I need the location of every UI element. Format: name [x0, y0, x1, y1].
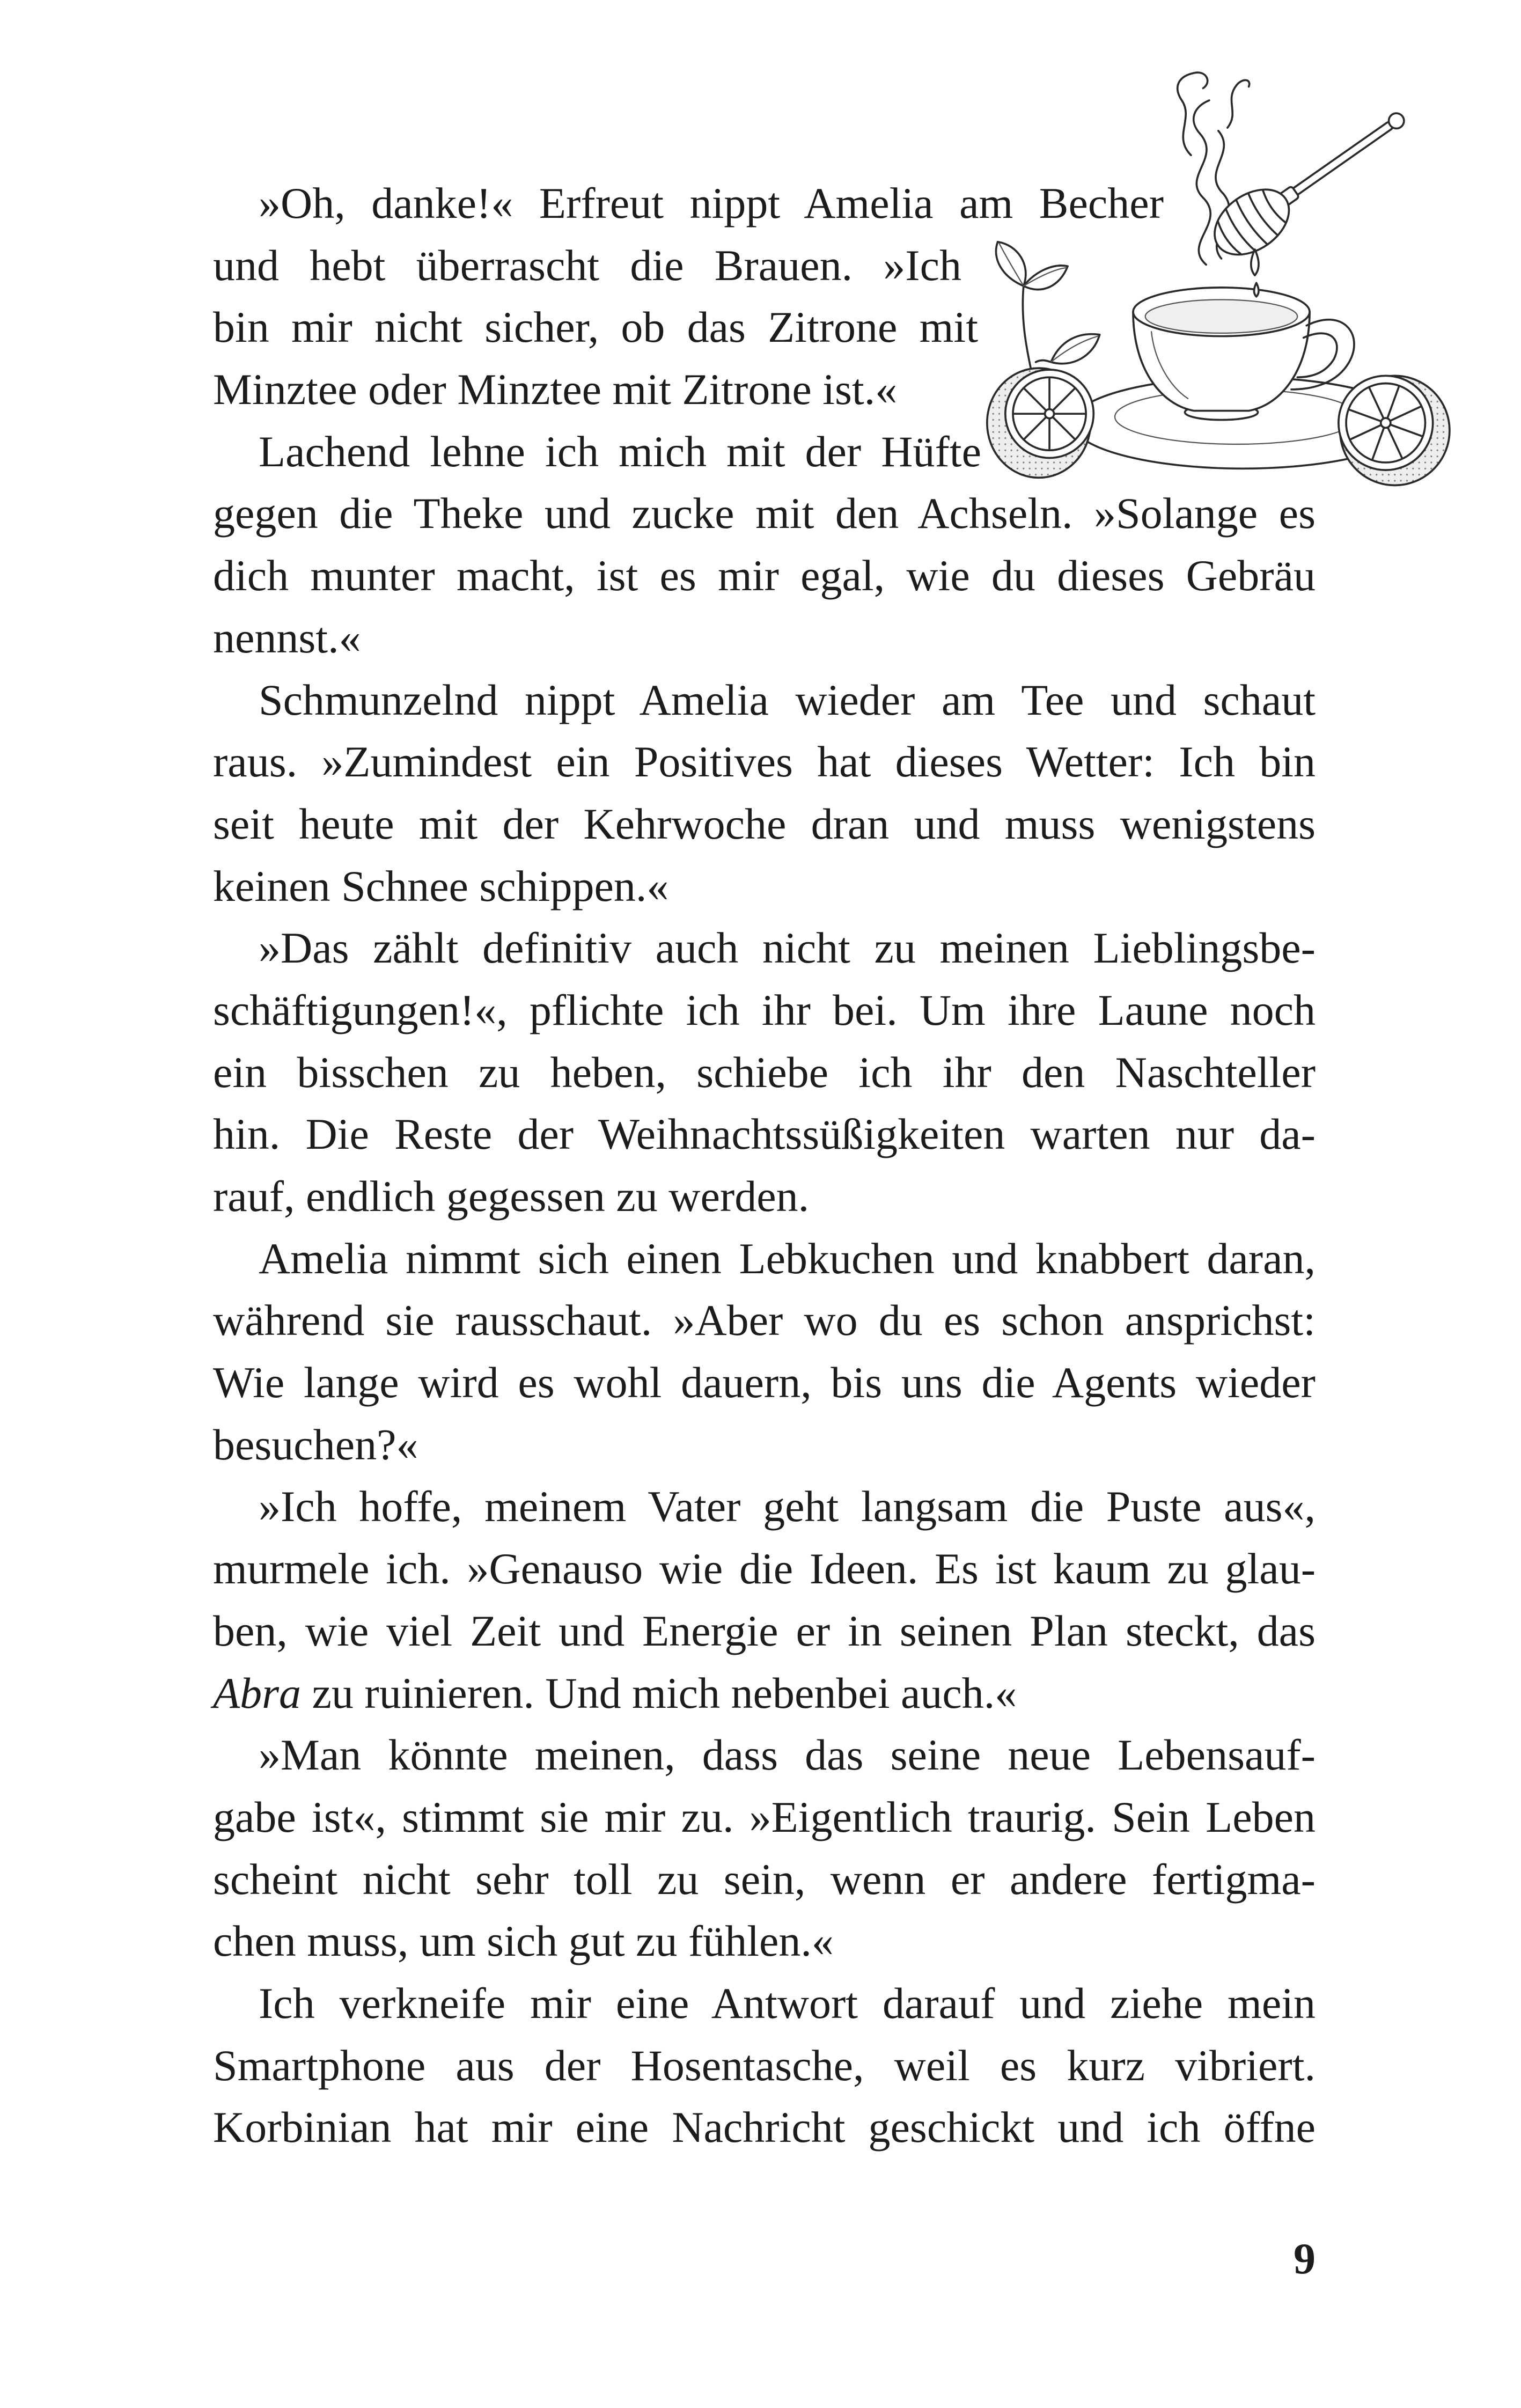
text-line: Smartphone aus der Hosentasche, weil es kurz vibriert.: [213, 2040, 1316, 2090]
text-line: murmele ich. »Genauso wie die Ideen. Es ist kaum zu glau-: [213, 1544, 1316, 1594]
text-line: »Das zählt definitiv auch nicht zu meinen Lieblingsbe-: [259, 923, 1316, 973]
text-line: Ich verkneife mir eine Antwort darauf und ziehe mein: [259, 1978, 1316, 2028]
text-line: keinen Schnee schippen.«: [213, 861, 669, 911]
text-line: während sie rausschaut. »Aber wo du es schon ansprichst:: [213, 1296, 1316, 1345]
paragraph: [213, 669, 1316, 917]
text-line: und hebt überrascht die Brauen. »Ich: [213, 240, 961, 290]
text-line: »Oh, danke!« Erfreut nippt Amelia am Becher: [259, 179, 1164, 227]
text-line: chen muss, um sich gut zu fühlen.«: [213, 1917, 834, 1966]
text-line: gabe ist«, stimmt sie mir zu. »Eigentlich traurig. Sein Leben: [213, 1792, 1316, 1841]
paragraph: [213, 1972, 1316, 2159]
paragraph: [213, 1724, 1316, 1972]
text-line-rest: zu ruinieren. Und mich nebenbei auch.«: [301, 1668, 1017, 1717]
text-line: »Man könnte meinen, dass das seine neue Lebensauf-: [259, 1730, 1316, 1780]
text-line: [213, 1662, 1316, 1724]
text-line: hin. Die Reste der Weihnachtssüßigkeiten warten nur da-: [213, 1110, 1316, 1159]
text-line: Amelia nimmt sich einen Lebkuchen und knabbert daran,: [259, 1234, 1316, 1283]
paragraph: [213, 421, 1316, 669]
text-line: raus. »Zumindest ein Positives hat dieses Wetter: Ich bin: [213, 737, 1316, 787]
text-line: Korbinian hat mir eine Nachricht geschickt und ich öffne: [213, 2103, 1316, 2152]
text-line: Schmunzelnd nippt Amelia wieder am Tee und schaut: [259, 675, 1316, 724]
text-line: dich munter macht, ist es mir egal, wie du dieses Gebräu: [213, 551, 1316, 600]
page-number: 9: [1294, 2234, 1316, 2283]
text-line: Minztee oder Minztee mit Zitrone ist.«: [213, 365, 898, 414]
body-text: [213, 172, 1316, 2159]
text-line: bin mir nicht sicher, ob das Zitrone mit: [213, 303, 978, 352]
paragraph: [213, 917, 1316, 1227]
text-line: Wie lange wird es wohl dauern, bis uns die Agents wieder: [213, 1358, 1316, 1407]
paragraph: [213, 1475, 1316, 1724]
paragraph: [213, 172, 1316, 421]
text-line: schäftigungen!«, pflichte ich ihr bei. Um ihre Laune noch: [213, 985, 1316, 1034]
italic-name: Abra: [213, 1668, 301, 1717]
text-line: gegen die Theke und zucke mit den Achseln. »Solange es: [213, 489, 1316, 538]
text-line: besuchen?«: [213, 1420, 418, 1469]
text-line: ein bisschen zu heben, schiebe ich ihr den Naschteller: [213, 1047, 1316, 1097]
text-line: Lachend lehne ich mich mit der Hüfte: [259, 427, 981, 476]
text-line: seit heute mit der Kehrwoche dran und muss wenigstens: [213, 799, 1316, 848]
text-line: scheint nicht sehr toll zu sein, wenn er andere fertigma-: [213, 1854, 1316, 1904]
text-line: nennst.«: [213, 613, 361, 662]
text-line: »Ich hoffe, meinem Vater geht langsam die Puste aus«,: [259, 1482, 1316, 1531]
lemon-half-right: [1339, 376, 1450, 485]
text-line: ben, wie viel Zeit und Energie er in seinen Plan steckt, das: [213, 1606, 1316, 1655]
paragraph: [213, 1228, 1316, 1476]
text-line: rauf, endlich gegessen zu werden.: [213, 1172, 810, 1221]
